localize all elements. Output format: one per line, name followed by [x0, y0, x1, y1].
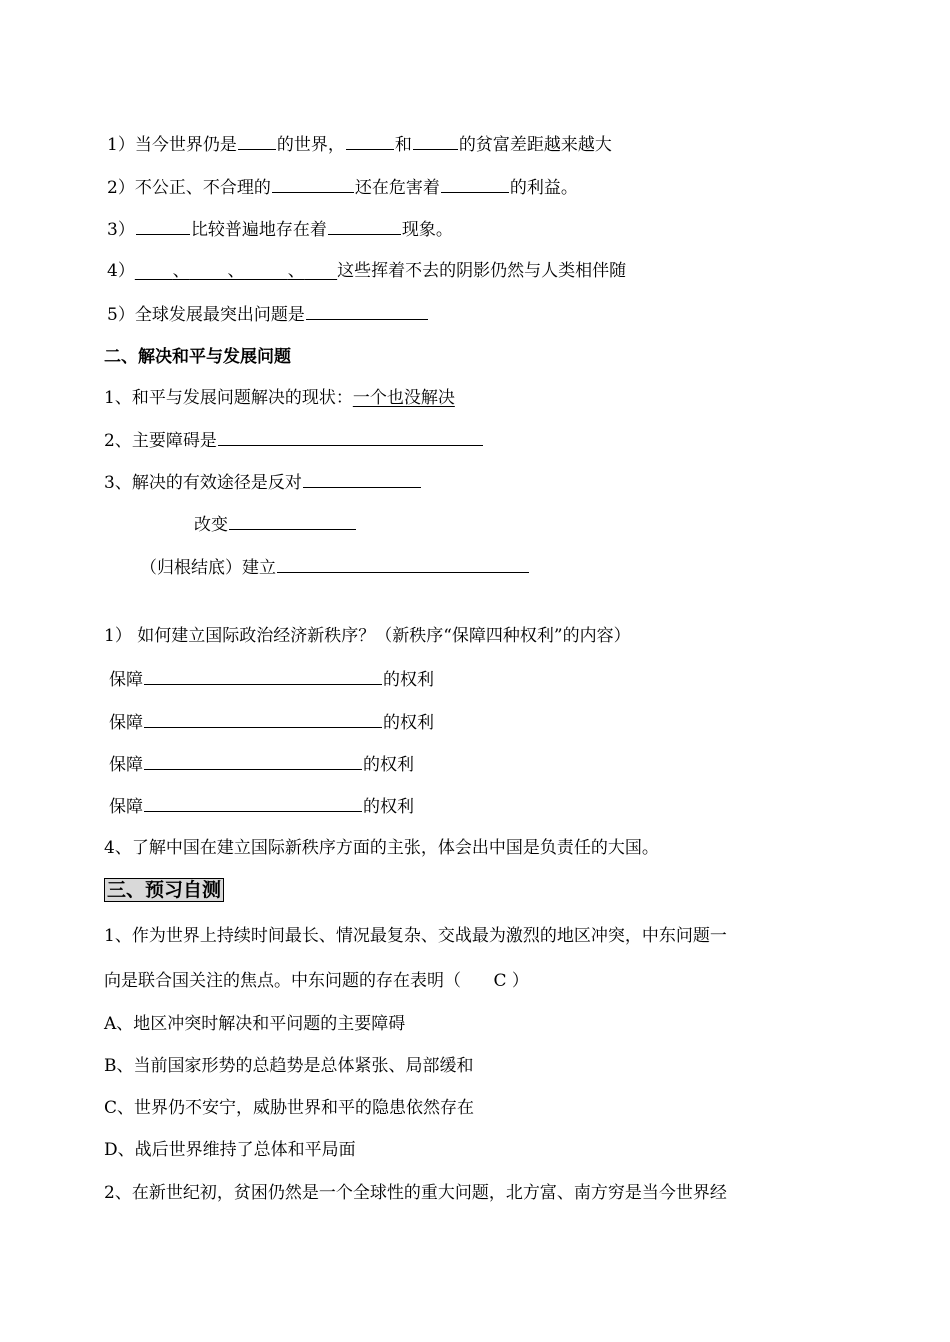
option-c: C、世界仍不安宁，威胁世界和平的隐患依然存在 [104, 1098, 475, 1118]
question-1: 1、和平与发展问题解决的现状：一个也没解决 [104, 388, 455, 408]
test-question-2-line1: 2、在新世纪初，贫困仍然是一个全球性的重大问题，北方富、南方穷是当今世界经 [104, 1183, 727, 1203]
option-a: A、地区冲突时解决和平问题的主要障碍 [104, 1014, 406, 1034]
fill-blank[interactable] [144, 795, 362, 812]
question-4: 4、了解中国在建立国际新秩序方面的主张，体会出中国是负责任的大国。 [104, 838, 659, 858]
fill-blank[interactable] [144, 711, 382, 728]
fill-blank[interactable] [229, 513, 356, 530]
fill-blank[interactable] [277, 556, 529, 573]
fill-blank[interactable] [441, 176, 509, 193]
fill-blank[interactable] [413, 133, 458, 150]
item-1-5: 5）全球发展最突出问题是 [107, 303, 429, 326]
item-1-4: 4） 、 、 、 这些挥着不去的阴影仍然与人类相伴随 [107, 261, 627, 281]
guarantee-line: 保障 的权利 [109, 797, 414, 817]
fill-blank-group[interactable]: 、 、 、 [172, 261, 305, 281]
item-1-3: 3） 比较普遍地存在着 现象。 [107, 220, 453, 240]
fill-blank[interactable] [303, 471, 421, 488]
item-1-2: 2）不公正、不合理的 还在危害着 的利益。 [107, 178, 578, 198]
sub-question: 1） 如何建立国际政治经济新秩序？（新秩序“保障四种权利”的内容） [104, 626, 631, 646]
fill-blank[interactable] [306, 303, 428, 320]
fill-blank[interactable] [136, 218, 190, 235]
test-question-1-line1: 1、作为世界上持续时间最长、情况最复杂、交战最为激烈的地区冲突，中东问题一 [104, 926, 727, 946]
answer-text: 一个也没解决 [352, 388, 455, 408]
option-b: B、当前国家形势的总趋势是总体紧张、局部缓和 [104, 1056, 474, 1076]
fill-blank[interactable] [218, 429, 483, 446]
question-2: 2、主要障碍是 [104, 429, 484, 452]
section-heading: 二、解决和平与发展问题 [104, 347, 291, 367]
guarantee-line: 保障 的权利 [109, 755, 414, 775]
question-3-line3: （归根结底）建立 [140, 556, 530, 579]
fill-blank[interactable] [144, 753, 362, 770]
fill-blank[interactable] [328, 218, 401, 235]
answer-choice: C [493, 971, 507, 991]
question-3-line2: 改变 [194, 513, 357, 536]
guarantee-line: 保障 的权利 [109, 670, 434, 690]
question-3: 3、解决的有效途径是反对 [104, 471, 422, 494]
fill-blank[interactable] [272, 176, 354, 193]
test-question-1-line2: 向是联合国关注的焦点。中东问题的存在表明（ C ） [104, 971, 529, 991]
guarantee-line: 保障 的权利 [109, 713, 434, 733]
section-heading-boxed: 三、预习自测 [104, 879, 224, 902]
item-1-1: 1）当今世界仍是 的世界， 和 的贫富差距越来越大 [107, 135, 612, 155]
option-d: D、战后世界维持了总体和平局面 [104, 1140, 356, 1160]
fill-blank[interactable] [144, 668, 382, 685]
fill-blank[interactable] [346, 133, 394, 150]
fill-blank[interactable] [238, 133, 276, 150]
